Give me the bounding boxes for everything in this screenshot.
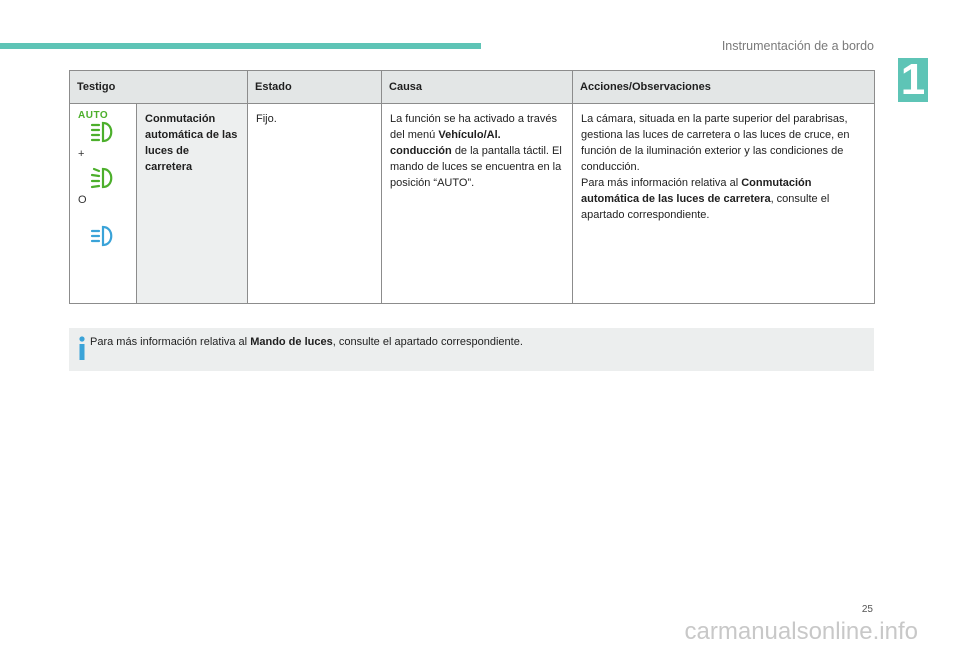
chapter-number: 1: [898, 58, 928, 102]
actions-text-1: La cámara, situada en la parte superior del parabrisas, gestiona las luces de carretera o las luces de cruce, en función de la iluminación exterior y las condiciones de conducción.: [581, 113, 850, 173]
info-note: [69, 328, 874, 371]
auto-label: AUTO: [78, 110, 109, 121]
cause-menu-path: Vehículo/Al. conducción: [390, 129, 501, 157]
warning-lamp-icons: [70, 104, 137, 304]
cause-text-2: de la pantalla táctil. El mando de luces se encuentra en la posición “AUTO”.: [390, 145, 562, 189]
function-name: Conmutación automática de las luces de carretera: [137, 104, 248, 304]
table-header-row: [70, 71, 875, 104]
actions-reference: Conmutación automática de las luces de carretera: [581, 177, 812, 205]
actions-text-2: Para más información relativa al: [581, 177, 739, 189]
info-icon: [77, 336, 87, 360]
page-number: 25: [861, 604, 873, 615]
note-text-2: , consulte el apartado correspondiente.: [332, 336, 523, 348]
or-separator: O: [78, 194, 87, 206]
cause-cell: [382, 104, 573, 304]
note-text-1: Para más información relativa al: [90, 336, 248, 348]
warning-lamp-table: [69, 70, 875, 304]
high-beam-icon: [88, 167, 118, 189]
low-beam-icon: [88, 225, 118, 247]
column-header-estado: Estado: [248, 71, 382, 104]
column-header-acciones: Acciones/Observaciones: [573, 71, 875, 104]
column-header-causa: Causa: [382, 71, 573, 104]
cause-text-1: La función se ha activado a través del menú: [390, 113, 557, 141]
table-row: [70, 104, 875, 304]
note-reference: Mando de luces: [250, 336, 333, 348]
state-cell: Fijo.: [248, 104, 382, 304]
watermark: carmanualsonline.info: [684, 618, 918, 645]
section-title: Instrumentación de a bordo: [721, 39, 874, 53]
info-note-text: [90, 336, 523, 348]
actions-cell: [573, 104, 875, 304]
plus-separator: +: [78, 148, 85, 160]
actions-text-3: , consulte el apartado correspondiente.: [581, 193, 830, 221]
column-header-testigo: Testigo: [70, 71, 248, 104]
header-accent-bar: [0, 43, 481, 49]
auto-high-beam-icon: [88, 121, 118, 143]
